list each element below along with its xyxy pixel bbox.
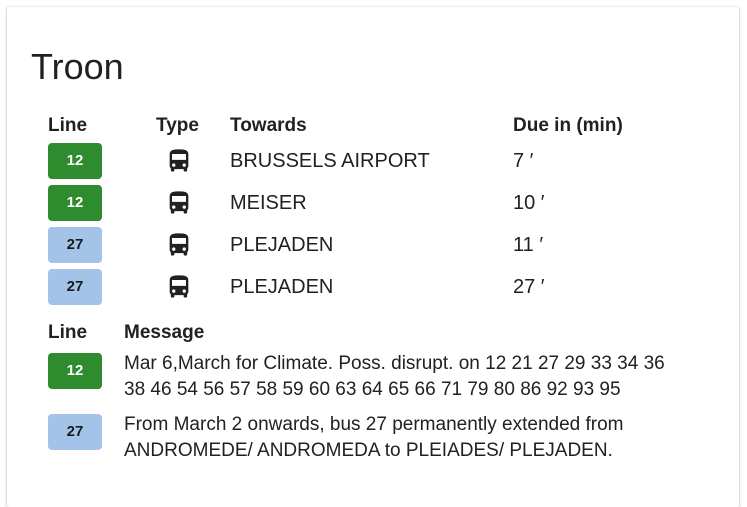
bus-icon — [165, 272, 193, 302]
header-line: Line — [48, 115, 88, 136]
line-badge: 27 — [48, 227, 102, 263]
messages-header-row — [48, 318, 684, 348]
departure-row — [48, 266, 653, 308]
message-text: From March 2 onwards, bus 27 permanently extended from ANDROMEDE/ ANDROMEDA to PLEIADES/ PLEJADEN. — [124, 414, 624, 461]
line-badge: 27 — [48, 269, 102, 305]
departures-header-row — [48, 112, 653, 140]
header-due: Due in (min) — [513, 115, 623, 136]
header-type: Type — [156, 115, 199, 136]
towards-text: PLEJADEN — [230, 275, 334, 298]
bus-icon — [165, 146, 193, 176]
bus-icon — [165, 230, 193, 260]
due-text: 10 ′ — [513, 191, 545, 214]
line-badge: 12 — [48, 353, 102, 389]
message-row — [48, 409, 684, 470]
departure-row — [48, 140, 653, 182]
messages-table — [48, 318, 684, 470]
due-text: 7 ′ — [513, 149, 534, 172]
departure-row — [48, 224, 653, 266]
due-text: 11 ′ — [513, 233, 544, 256]
bus-icon — [165, 188, 193, 218]
line-badge: 27 — [48, 414, 102, 450]
header-message: Message — [124, 322, 205, 343]
message-row — [48, 348, 684, 409]
line-badge: 12 — [48, 143, 102, 179]
stop-title: Troon — [31, 46, 124, 87]
towards-text: PLEJADEN — [230, 233, 334, 256]
departure-row — [48, 182, 653, 224]
header-msg-line: Line — [48, 322, 88, 343]
due-text: 27 ′ — [513, 275, 545, 298]
header-towards: Towards — [230, 115, 307, 136]
towards-text: MEISER — [230, 191, 307, 214]
line-badge: 12 — [48, 185, 102, 221]
departures-table — [48, 112, 653, 308]
towards-text: BRUSSELS AIRPORT — [230, 149, 430, 172]
message-text: Mar 6,March for Climate. Poss. disrupt. on 12 21 27 29 33 34 36 38 46 54 56 57 58 59 60 63 64 65 66 71 79 80 86 92 93 95 — [124, 353, 665, 400]
